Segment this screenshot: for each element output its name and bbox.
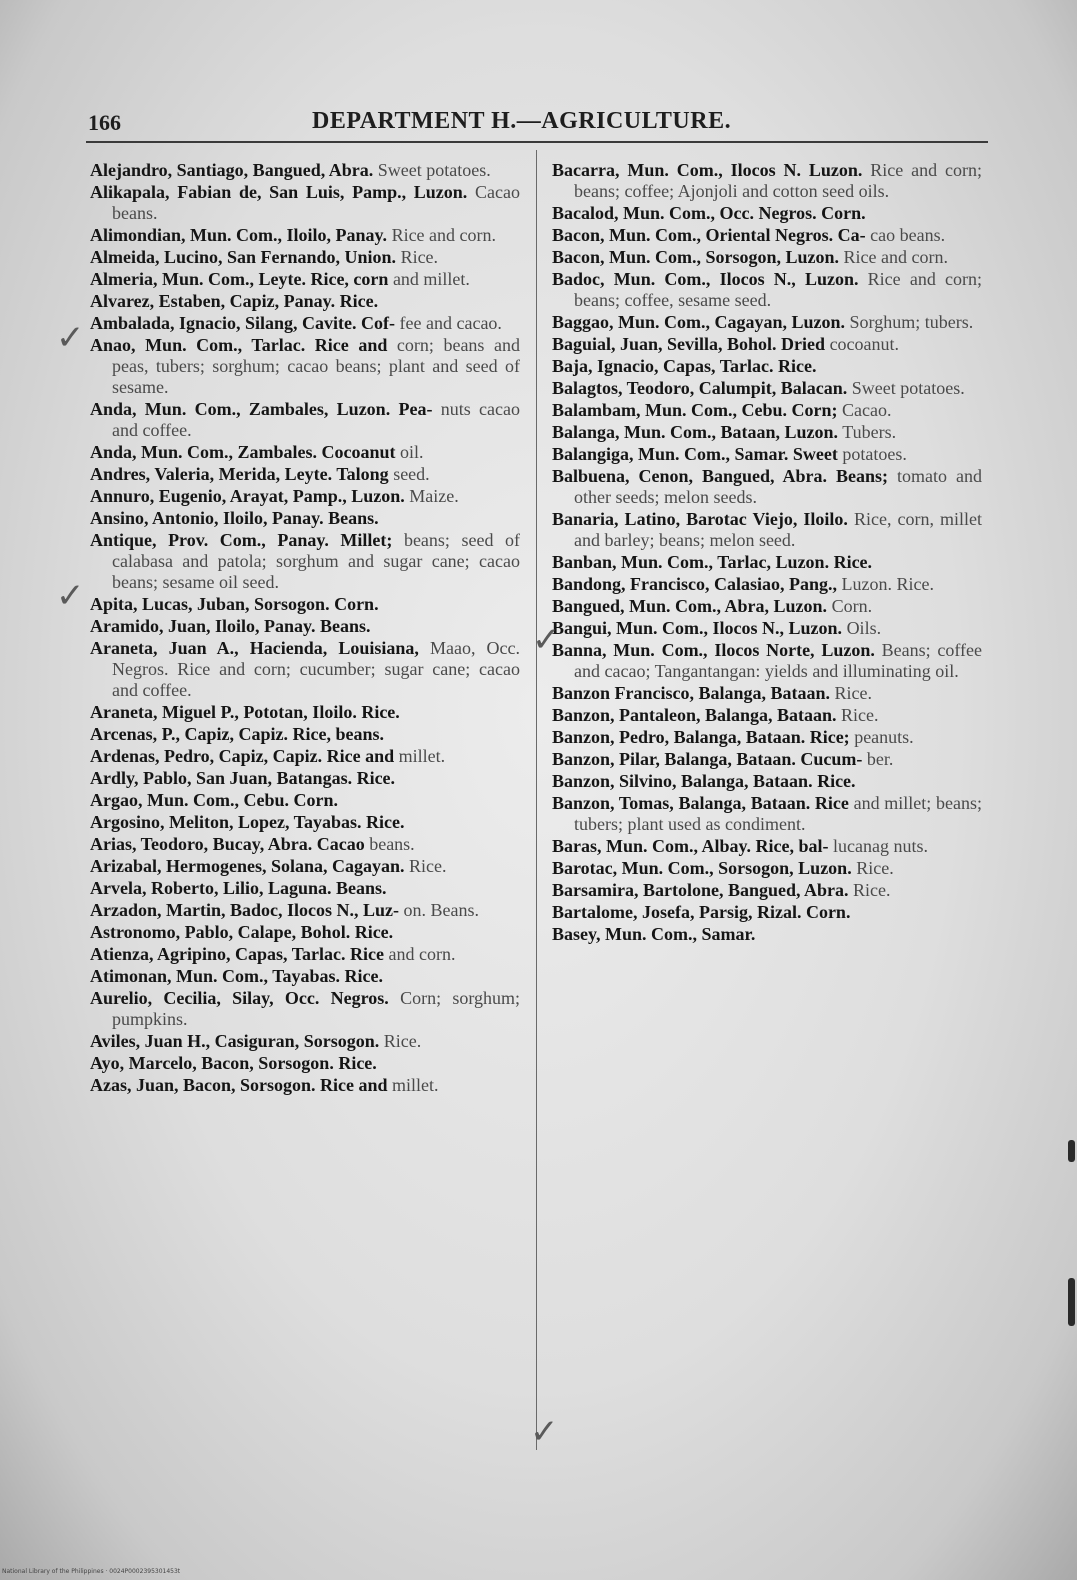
- list-item: [552, 880, 982, 901]
- entry-name: Bacon, Mun. Com., Sorsogon, Luzon.: [552, 247, 840, 267]
- entry-name: Alejandro, Santiago, Bangued, Abra.: [90, 160, 374, 180]
- entry-name: Barotac, Mun. Com., Sorsogon, Luzon.: [552, 858, 852, 878]
- list-item: [552, 618, 982, 639]
- entry-name: Baras, Mun. Com., Albay. Rice, bal-: [552, 836, 829, 856]
- entry-name: Azas, Juan, Bacon, Sorsogon. Rice and: [90, 1075, 388, 1095]
- column-divider: [536, 150, 537, 1450]
- entry-name: Banzon, Pantaleon, Balanga, Bataan.: [552, 705, 837, 725]
- entry-name: Banaria, Latino, Barotac Viejo, Iloilo.: [552, 509, 848, 529]
- list-item: [90, 269, 520, 290]
- entry-name: Apita, Lucas, Juban, Sorsogon. Corn.: [90, 594, 379, 614]
- entry-name: Banna, Mun. Com., Ilocos Norte, Luzon.: [552, 640, 875, 660]
- entry-items: Sweet potatoes.: [851, 378, 965, 398]
- list-item: [90, 790, 520, 811]
- entry-items: Rice.: [834, 683, 873, 703]
- entry-name: Araneta, Juan A., Hacienda, Louisiana,: [90, 638, 419, 658]
- entry-name: Bacalod, Mun. Com., Occ. Negros. Corn.: [552, 203, 866, 223]
- list-item: [90, 768, 520, 789]
- entry-items: tomato and other seeds; melon seeds.: [574, 466, 983, 507]
- entry-items: corn; beans and peas, tubers; sorghum; cacao beans; plant and seed of sesame.: [112, 335, 520, 397]
- entry-name: Banzon, Silvino, Balanga, Bataan. Rice.: [552, 771, 856, 791]
- entry-name: Argosino, Meliton, Lopez, Tayabas. Rice.: [90, 812, 405, 832]
- list-item: [552, 902, 982, 923]
- pencil-check-icon: ✓: [56, 576, 85, 616]
- list-item: [90, 1031, 520, 1052]
- list-item: [90, 988, 520, 1030]
- entry-name: Atimonan, Mun. Com., Tayabas. Rice.: [90, 966, 384, 986]
- list-item: [552, 858, 982, 879]
- entry-name: Baguial, Juan, Sevilla, Bohol. Dried: [552, 334, 826, 354]
- entry-items: Maao, Occ. Negros. Rice and corn; cucumber; sugar cane; cacao and coffee.: [112, 638, 521, 700]
- entry-items: oil.: [400, 442, 424, 462]
- entry-items: cocoanut.: [829, 334, 900, 354]
- list-item: [90, 182, 520, 224]
- entry-items: on. Beans.: [403, 900, 479, 920]
- list-item: [552, 727, 982, 748]
- entry-name: Banzon, Pedro, Balanga, Bataan. Rice;: [552, 727, 850, 747]
- list-item: [90, 724, 520, 745]
- list-item: [552, 444, 982, 465]
- entry-items: ber.: [866, 749, 894, 769]
- list-item: [552, 552, 982, 573]
- entry-name: Arzadon, Martin, Badoc, Ilocos N., Luz-: [90, 900, 399, 920]
- running-head: DEPARTMENT H.—AGRICULTURE.: [312, 108, 732, 134]
- list-item: [552, 466, 982, 508]
- entry-items: Sweet potatoes.: [377, 160, 491, 180]
- list-item: [552, 422, 982, 443]
- entry-items: nuts cacao and coffee.: [112, 399, 521, 440]
- entry-name: Alvarez, Estaben, Capiz, Panay. Rice.: [90, 291, 379, 311]
- entry-name: Anda, Mun. Com., Zambales, Luzon. Pea-: [90, 399, 433, 419]
- entry-items: Rice and corn.: [843, 247, 949, 267]
- entry-name: Arizabal, Hermogenes, Solana, Cagayan.: [90, 856, 405, 876]
- list-item: [90, 399, 520, 441]
- entry-name: Antique, Prov. Com., Panay. Millet;: [90, 530, 393, 550]
- entry-items: Sorghum; tubers.: [849, 312, 974, 332]
- entry-name: Balangiga, Mun. Com., Samar. Sweet: [552, 444, 838, 464]
- entry-name: Aramido, Juan, Iloilo, Panay. Beans.: [90, 616, 371, 636]
- header-rule: [86, 141, 988, 143]
- list-item: [90, 922, 520, 943]
- entry-name: Arcenas, P., Capiz, Capiz. Rice, beans.: [90, 724, 384, 744]
- entry-items: Rice and corn; beans; coffee, sesame seed.: [574, 269, 982, 310]
- entry-items: Rice, corn, millet and barley; beans; melon seed.: [574, 509, 983, 550]
- entry-name: Almeria, Mun. Com., Leyte. Rice, corn: [90, 269, 389, 289]
- list-item: [90, 225, 520, 246]
- list-item: [90, 464, 520, 485]
- list-item: [90, 530, 520, 593]
- entry-items: Luzon. Rice.: [841, 574, 935, 594]
- list-item: [90, 247, 520, 268]
- right-column: [552, 160, 982, 946]
- pencil-check-icon: ✓: [532, 620, 561, 660]
- entry-items: peanuts.: [854, 727, 914, 747]
- list-item: [90, 702, 520, 723]
- list-item: [90, 944, 520, 965]
- list-item: [90, 160, 520, 181]
- list-item: [90, 966, 520, 987]
- entry-name: Bangui, Mun. Com., Ilocos N., Luzon.: [552, 618, 843, 638]
- list-item: [552, 203, 982, 224]
- entry-items: seed.: [393, 464, 430, 484]
- entry-name: Almeida, Lucino, San Fernando, Union.: [90, 247, 397, 267]
- entry-items: fee and cacao.: [399, 313, 502, 333]
- entry-name: Anda, Mun. Com., Zambales. Cocoanut: [90, 442, 396, 462]
- list-item: [552, 400, 982, 421]
- entry-items: Tubers.: [842, 422, 897, 442]
- entry-name: Bangued, Mun. Com., Abra, Luzon.: [552, 596, 828, 616]
- list-item: [90, 638, 520, 701]
- list-item: [90, 508, 520, 529]
- entry-items: Corn; sorghum; pumpkins.: [112, 988, 520, 1029]
- page-number: 166: [88, 110, 121, 135]
- list-item: [90, 834, 520, 855]
- list-item: [552, 312, 982, 333]
- entry-name: Baja, Ignacio, Capas, Tarlac. Rice.: [552, 356, 817, 376]
- entry-items: Maize.: [409, 486, 459, 506]
- list-item: [552, 771, 982, 792]
- entry-items: and millet; beans; tubers; plant used as condiment.: [574, 793, 982, 834]
- entry-items: Rice.: [400, 247, 439, 267]
- entry-name: Basey, Mun. Com., Samar.: [552, 924, 756, 944]
- entry-name: Banban, Mun. Com., Tarlac, Luzon. Rice.: [552, 552, 873, 572]
- entry-items: Corn.: [831, 596, 873, 616]
- entry-items: Rice.: [856, 858, 894, 878]
- entry-name: Balbuena, Cenon, Bangued, Abra. Beans;: [552, 466, 889, 486]
- entry-name: Banzon, Tomas, Balanga, Bataan. Rice: [552, 793, 849, 813]
- entry-name: Baggao, Mun. Com., Cagayan, Luzon.: [552, 312, 846, 332]
- entry-items: cao beans.: [870, 225, 946, 245]
- entry-name: Ayo, Marcelo, Bacon, Sorsogon. Rice.: [90, 1053, 377, 1073]
- entry-name: Bandong, Francisco, Calasiao, Pang.,: [552, 574, 838, 594]
- list-item: [90, 878, 520, 899]
- left-column: [90, 160, 520, 1097]
- entry-name: Arias, Teodoro, Bucay, Abra. Cacao: [90, 834, 365, 854]
- list-item: [90, 442, 520, 463]
- list-item: [552, 640, 982, 682]
- entry-name: Banzon Francisco, Balanga, Bataan.: [552, 683, 831, 703]
- list-item: [90, 812, 520, 833]
- entry-items: Rice and corn; beans; coffee; Ajonjoli and cotton seed oils.: [574, 160, 982, 201]
- list-item: [552, 574, 982, 595]
- entry-name: Argao, Mun. Com., Cebu. Corn.: [90, 790, 339, 810]
- list-item: [90, 594, 520, 615]
- entry-name: Anao, Mun. Com., Tarlac. Rice and: [90, 335, 388, 355]
- entry-name: Balambam, Mun. Com., Cebu. Corn;: [552, 400, 838, 420]
- list-item: [552, 334, 982, 355]
- list-item: [90, 313, 520, 334]
- entry-name: Barsamira, Bartolone, Bangued, Abra.: [552, 880, 849, 900]
- list-item: [90, 900, 520, 921]
- list-item: [90, 856, 520, 877]
- list-item: [552, 596, 982, 617]
- entry-name: Ardenas, Pedro, Capiz, Capiz. Rice and: [90, 746, 395, 766]
- list-item: [90, 486, 520, 507]
- entry-items: Oils.: [846, 618, 882, 638]
- entry-items: Rice.: [853, 880, 891, 900]
- entry-items: Beans; coffee and cacao; Tangantangan: yields and illuminating oil.: [574, 640, 982, 681]
- scan-edge-mark: [1068, 1278, 1075, 1326]
- entry-items: Cacao.: [842, 400, 892, 420]
- list-item: [552, 247, 982, 268]
- entry-name: Badoc, Mun. Com., Ilocos N., Luzon.: [552, 269, 859, 289]
- entry-items: Cacao beans.: [112, 182, 520, 223]
- list-item: [90, 746, 520, 767]
- entry-items: and corn.: [388, 944, 456, 964]
- pencil-check-icon: ✓: [56, 318, 85, 358]
- entry-items: beans.: [369, 834, 415, 854]
- list-item: [552, 269, 982, 311]
- entry-name: Bartalome, Josefa, Parsig, Rizal. Corn.: [552, 902, 851, 922]
- entry-name: Aurelio, Cecilia, Silay, Occ. Negros.: [90, 988, 389, 1008]
- entry-items: Rice.: [383, 1031, 422, 1051]
- list-item: [552, 378, 982, 399]
- entry-name: Banzon, Pilar, Balanga, Bataan. Cucum-: [552, 749, 863, 769]
- entry-name: Bacon, Mun. Com., Oriental Negros. Ca-: [552, 225, 866, 245]
- entry-name: Andres, Valeria, Merida, Leyte. Talong: [90, 464, 389, 484]
- entry-items: Rice.: [841, 705, 879, 725]
- entry-name: Astronomo, Pablo, Calape, Bohol. Rice.: [90, 922, 394, 942]
- scan-edge-mark: [1068, 1140, 1075, 1162]
- entry-name: Balagtos, Teodoro, Calumpit, Balacan.: [552, 378, 848, 398]
- entry-name: Atienza, Agripino, Capas, Tarlac. Rice: [90, 944, 385, 964]
- list-item: [552, 683, 982, 704]
- entry-name: Annuro, Eugenio, Arayat, Pamp., Luzon.: [90, 486, 405, 506]
- list-item: [90, 1075, 520, 1096]
- entry-items: millet.: [398, 746, 446, 766]
- entry-name: Arvela, Roberto, Lilio, Laguna. Beans.: [90, 878, 387, 898]
- entry-items: Rice.: [409, 856, 447, 876]
- entry-name: Bacarra, Mun. Com., Ilocos N. Luzon.: [552, 160, 863, 180]
- entry-name: Ardly, Pablo, San Juan, Batangas. Rice.: [90, 768, 396, 788]
- entry-name: Alikapala, Fabian de, San Luis, Pamp., Luzon.: [90, 182, 468, 202]
- entry-name: Alimondian, Mun. Com., Iloilo, Panay.: [90, 225, 388, 245]
- list-item: [552, 836, 982, 857]
- entry-items: beans; seed of calabasa and patola; sorghum and sugar cane; cacao beans; sesame oil seed.: [112, 530, 521, 592]
- list-item: [552, 924, 982, 945]
- entry-items: and millet.: [392, 269, 470, 289]
- list-item: [552, 705, 982, 726]
- list-item: [552, 225, 982, 246]
- entry-items: millet.: [392, 1075, 439, 1095]
- entry-name: Araneta, Miguel P., Pototan, Iloilo. Rice.: [90, 702, 400, 722]
- list-item: [552, 356, 982, 377]
- list-item: [552, 509, 982, 551]
- footer-note: National Library of the Philippines · 0024P0002395301453t: [2, 1568, 181, 1575]
- entry-name: Ambalada, Ignacio, Silang, Cavite. Cof-: [90, 313, 396, 333]
- entry-name: Ansino, Antonio, Iloilo, Panay. Beans.: [90, 508, 379, 528]
- pencil-check-icon: ✓: [530, 1412, 559, 1452]
- list-item: [90, 291, 520, 312]
- list-item: [552, 749, 982, 770]
- entry-items: potatoes.: [842, 444, 907, 464]
- list-item: [90, 335, 520, 398]
- list-item: [90, 616, 520, 637]
- list-item: [90, 1053, 520, 1074]
- entry-items: Rice and corn.: [391, 225, 497, 245]
- list-item: [552, 160, 982, 202]
- entry-items: lucanag nuts.: [833, 836, 928, 856]
- entry-name: Aviles, Juan H., Casiguran, Sorsogon.: [90, 1031, 380, 1051]
- list-item: [552, 793, 982, 835]
- entry-name: Balanga, Mun. Com., Bataan, Luzon.: [552, 422, 839, 442]
